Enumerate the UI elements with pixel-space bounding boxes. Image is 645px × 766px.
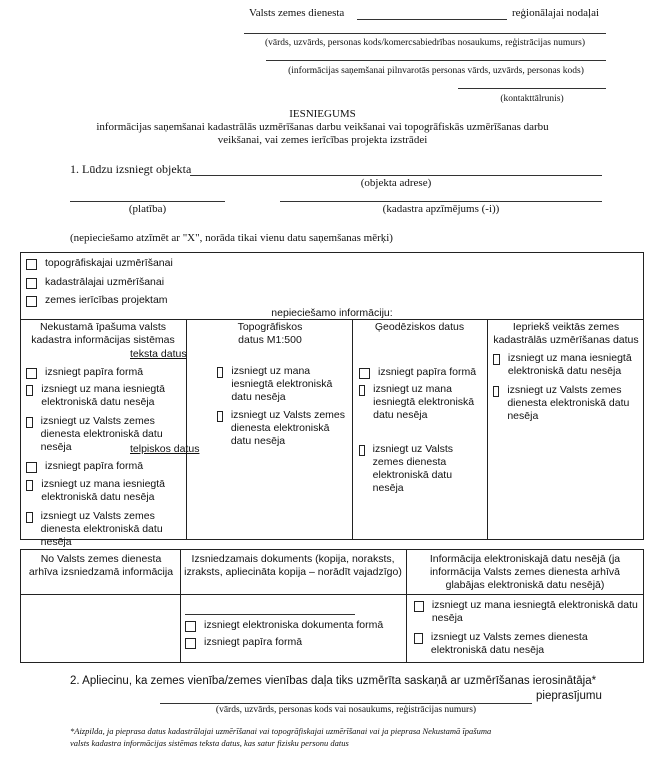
checkbox[interactable]	[26, 512, 33, 523]
col-header-topographic: Topogrāfiskos datus M1:500	[237, 321, 303, 346]
checkbox[interactable]	[359, 385, 365, 396]
object-address-field[interactable]	[190, 175, 602, 176]
col-header-cadastre: Nekustamā īpašuma valsts kadastra informācijas sistēmas	[31, 321, 175, 346]
purpose-land-project[interactable]: zemes ierīcības projektam	[26, 294, 168, 307]
col3-paper[interactable]: izsniegt papīra formā	[359, 366, 484, 379]
area-hint: (platība)	[128, 203, 167, 215]
checkbox[interactable]	[26, 385, 33, 396]
request-label: 1. Lūdzu izsniegt objekta	[70, 162, 192, 176]
contact-hint: (kontakttālrunis)	[500, 94, 564, 104]
col-header-geodetic: Ģeodēziskos datus	[374, 321, 465, 333]
col1-spatial-own-media[interactable]: izsniegt uz mana iesniegtā elektroniskā datu nesēja	[26, 478, 182, 504]
archive-electronic-doc[interactable]: izsniegt elektroniska dokumenta formā	[185, 619, 400, 632]
archive-paper[interactable]: izsniegt papīra formā	[185, 636, 400, 649]
form-title: IESNIEGUMS	[289, 108, 356, 120]
col3-own-media[interactable]: izsniegt uz mana iesniegtā elektroniskā datu nesēja	[359, 383, 484, 422]
recipient-prefix: Valsts zemes dienesta	[249, 7, 345, 19]
col2-vzd-media[interactable]: izsniegt uz Valsts zemes dienesta elektroniskā datu nesēja	[217, 409, 347, 448]
checkbox[interactable]	[26, 259, 37, 270]
form-subtitle-line2: veikšanai, vai zemes ierīcības projekta izstrādei	[217, 134, 428, 146]
document-type-field[interactable]	[185, 614, 355, 615]
cadastre-field[interactable]	[280, 201, 602, 202]
purpose-cadastral[interactable]: kadastrālajai uzmērīšanai	[26, 276, 164, 289]
spatial-data-label: telpiskos datus	[130, 443, 200, 455]
authorized-person-field[interactable]	[266, 60, 606, 61]
address-hint: (objekta adrese)	[360, 177, 432, 189]
col1-spatial-vzd-media[interactable]: izsniegt uz Valsts zemes dienesta elektroniskā datu nesēja	[26, 510, 182, 549]
checkbox[interactable]	[359, 368, 370, 379]
initiator-hint: (vārds, uzvārds, personas kods vai nosaukums, reģistrācijas numurs)	[215, 705, 477, 715]
col1-text-vzd-media[interactable]: izsniegt uz Valsts zemes dienesta elektroniskā datu nesēja	[26, 415, 182, 454]
section2-suffix: pieprasījumu	[536, 690, 602, 702]
recipient-suffix: reģionālajai nodaļai	[512, 7, 600, 19]
initiator-field[interactable]	[160, 703, 532, 704]
checkbox[interactable]	[217, 411, 223, 422]
col4-vzd-media[interactable]: izsniegt uz Valsts zemes dienesta elektroniskā datu nesēja	[493, 384, 639, 423]
col3-vzd-media[interactable]: izsniegt uz Valsts zemes dienesta elektroniskā datu nesēja	[359, 443, 484, 495]
applicant-field[interactable]	[244, 33, 606, 34]
checkbox[interactable]	[185, 638, 196, 649]
checkbox[interactable]	[185, 621, 196, 632]
archive-own-media[interactable]: izsniegt uz mana iesniegtā elektroniskā datu nesēja	[414, 599, 640, 625]
col2-own-media[interactable]: izsniegt uz mana iesniegtā elektroniskā datu nesēja	[217, 365, 347, 404]
text-data-label: teksta datus	[130, 348, 187, 360]
checkbox[interactable]	[217, 367, 223, 378]
footnote-line2: valsts kadastra informācijas sistēmas teksta datus, kas satur fizisku personu datus	[70, 738, 349, 748]
col-header-archive-info: No Valsts zemes dienesta arhīva izsniedzamā informācija	[28, 553, 174, 578]
form-subtitle-line1: informācijas saņemšanai kadastrālās uzmērīšanas darbu veikšanai vai topogrāfiskās uzmērīšanas darbu	[96, 121, 549, 133]
checkbox[interactable]	[26, 278, 37, 289]
col1-spatial-paper[interactable]: izsniegt papīra formā	[26, 460, 182, 473]
footnote-line1: *Aizpilda, ja pieprasa datus kadastrālajai uzmērīšanai vai topogrāfiskajai uzmērīšanai vai ja pieprasa Nekustamā īpašuma	[70, 726, 492, 736]
regional-office-field[interactable]	[357, 19, 507, 20]
col-header-issued-document: Izsniedzamais dokuments (kopija, noraksts, izraksts, apliecināta kopija – norādīt vajadzīgo)	[184, 553, 402, 578]
checkbox[interactable]	[26, 368, 37, 379]
col-header-electronic-media: Informācija elektroniskajā datu nesējā (ja informācija Valsts zemes dienesta arhīvā glabājas elektroniskā datu nesējā)	[429, 553, 621, 591]
col-header-previous-survey: Iepriekš veiktās zemes kadastrālās uzmērīšanas datus	[493, 321, 639, 346]
checkbox[interactable]	[414, 601, 424, 612]
col4-own-media[interactable]: izsniegt uz mana iesniegtā elektroniskā datu nesēja	[493, 352, 639, 378]
instruction-text: (nepieciešamo atzīmēt ar "X", norāda tikai vienu datu saņemšanas mērķi)	[70, 232, 393, 244]
archive-vzd-media[interactable]: izsniegt uz Valsts zemes dienesta elektroniskā datu nesēja	[414, 631, 640, 657]
applicant-hint: (vārds, uzvārds, personas kods/komercsabiedrības nosaukums, reģistrācijas numurs)	[264, 38, 586, 48]
checkbox[interactable]	[414, 633, 423, 644]
col1-text-own-media[interactable]: izsniegt uz mana iesniegtā elektroniskā datu nesēja	[26, 383, 182, 409]
area-field[interactable]	[70, 201, 225, 202]
checkbox[interactable]	[493, 386, 499, 397]
authorized-hint: (informācijas saņemšanai pilnvarotās personas vārds, uzvārds, personas kods)	[288, 66, 584, 76]
col1-text-paper[interactable]: izsniegt papīra formā	[26, 366, 182, 379]
needed-info-label: nepieciešamo informāciju:	[271, 307, 393, 319]
checkbox[interactable]	[493, 354, 500, 365]
checkbox[interactable]	[26, 296, 37, 307]
cadastre-hint: (kadastra apzīmējums (-i))	[382, 203, 500, 215]
checkbox[interactable]	[26, 462, 37, 473]
contact-phone-field[interactable]	[458, 88, 606, 89]
purpose-topographic[interactable]: topogrāfiskajai uzmērīšanai	[26, 257, 173, 270]
checkbox[interactable]	[359, 445, 365, 456]
checkbox[interactable]	[26, 480, 33, 491]
section2-statement: 2. Apliecinu, ka zemes vienība/zemes vienības daļa tiks uzmērīta saskaņā ar uzmērīšanas ierosinātāja*	[70, 675, 597, 687]
checkbox[interactable]	[26, 417, 33, 428]
